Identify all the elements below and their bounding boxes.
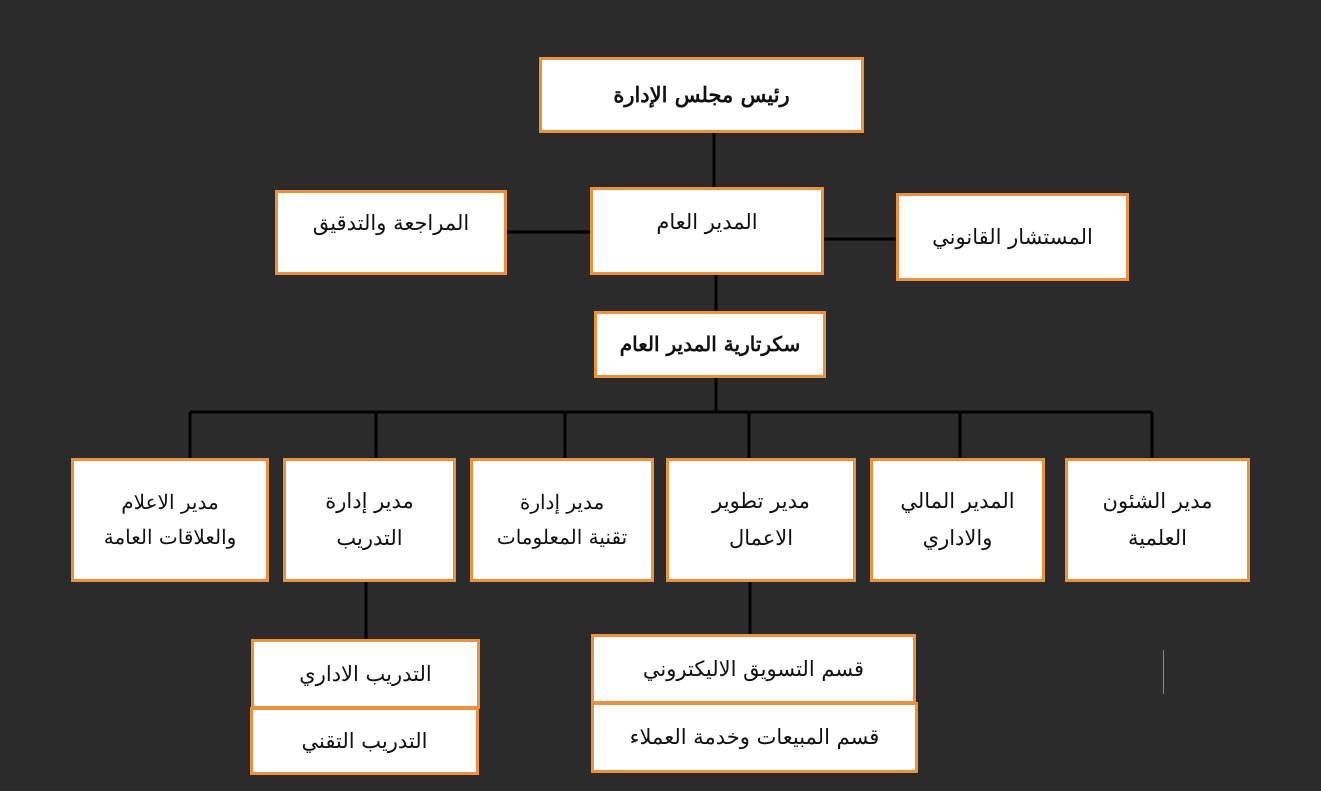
box-chairman — [539, 57, 864, 133]
audit-label: المراجعة والتدقيق — [312, 211, 470, 235]
scientific-affairs-label: مدير الشئون العلمية — [1102, 489, 1213, 550]
box-media-pr — [71, 458, 269, 582]
box-secretariat — [594, 311, 826, 378]
box-legal-advisor — [896, 193, 1129, 281]
finance-admin-label: المدير المالي والاداري — [900, 489, 1015, 550]
box-it — [470, 458, 654, 582]
box-training — [283, 458, 456, 582]
business-dev-label: مدير تطوير الاعمال — [712, 489, 810, 550]
box-e-marketing — [591, 634, 916, 704]
secretariat-label: سكرتارية المدير العام — [619, 332, 801, 356]
sales-service-label: قسم المبيعات وخدمة العملاء — [629, 725, 880, 750]
box-business-dev — [666, 458, 856, 582]
legal-advisor-label: المستشار القانوني — [932, 224, 1093, 249]
box-general-manager — [590, 187, 824, 275]
technical-training-label: التدريب التقني — [301, 728, 428, 753]
box-sales-service — [591, 702, 918, 773]
box-scientific-affairs — [1065, 458, 1250, 582]
box-technical-training — [250, 707, 479, 775]
box-admin-training — [251, 639, 480, 709]
chairman-label: رئيس مجلس الإدارة — [613, 81, 790, 107]
it-label: مدير إدارة تقنية المعلومات — [496, 490, 628, 549]
box-finance-admin — [870, 458, 1045, 582]
general-manager-label: المدير العام — [656, 210, 758, 234]
e-marketing-label: قسم التسويق الاليكتروني — [642, 656, 865, 681]
admin-training-label: التدريب الاداري — [299, 661, 432, 686]
training-label: مدير إدارة التدريب — [325, 489, 414, 550]
media-pr-label: مدير الاعلام والعلاقات العامة — [103, 490, 237, 549]
box-audit — [275, 190, 507, 275]
text-cursor-marker — [1163, 650, 1164, 694]
